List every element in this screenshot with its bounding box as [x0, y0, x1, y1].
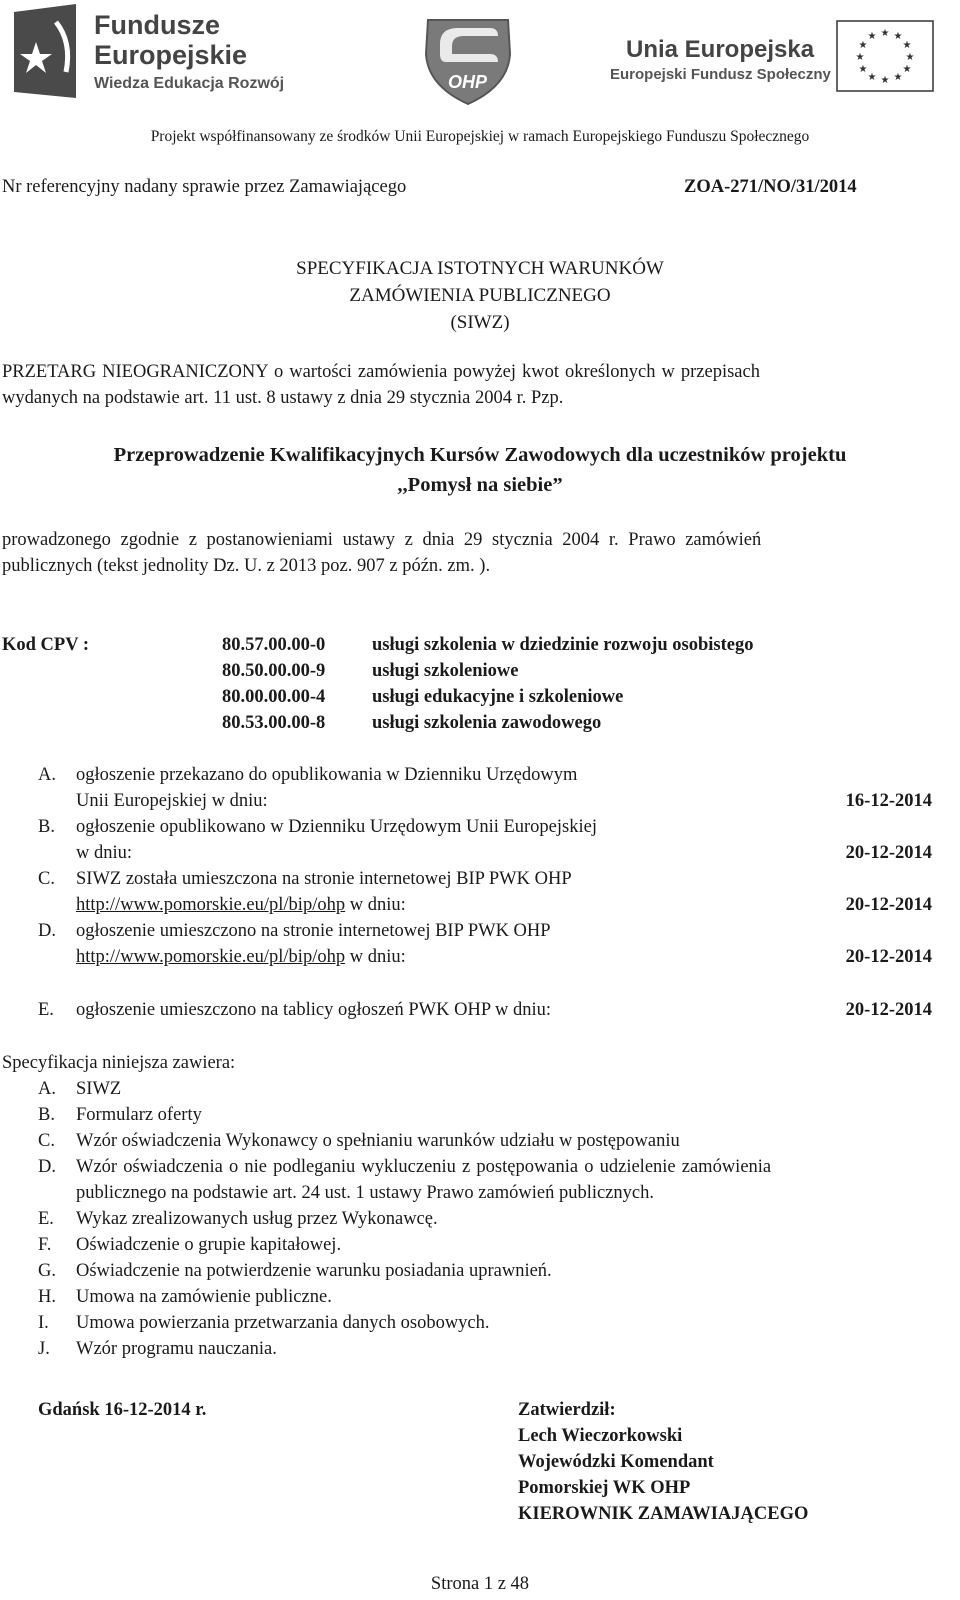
svg-text:★: ★ — [858, 64, 868, 75]
announcement-link-line — [76, 947, 406, 968]
page-number: Strona 1 z 48 — [430, 1574, 530, 1594]
svg-text:★: ★ — [902, 40, 912, 51]
contents-item: Wykaz zrealizowanych usług przez Wykonawcę. — [76, 1209, 438, 1229]
signatory-name: Lech Wieczorkowski — [518, 1426, 683, 1446]
legal-line2: publicznych (tekst jednolity Dz. U. z 2013 poz. 907 z późn. zm. ). — [2, 556, 491, 576]
announcement-text: ogłoszenie opublikowano w Dzienniku Urzędowym Unii Europejskiej — [76, 817, 597, 837]
contents-letter: B. — [38, 1105, 55, 1125]
announcement-link-line — [76, 895, 406, 916]
cofinancing-note: Projekt współfinansowany ze środków Unii Europejskiej w ramach Europejskiego Funduszu Społecznego — [150, 128, 810, 145]
title-line2: ZAMÓWIENIA PUBLICZNEGO — [349, 285, 611, 306]
announcement-text: w dniu: — [345, 947, 406, 967]
bip-ohp-link[interactable]: http://www.pomorskie.eu/pl/bip/ohp — [76, 895, 346, 915]
announcement-text: SIWZ została umieszczona na stronie internetowej BIP PWK OHP — [76, 869, 572, 889]
bip-ohp-link[interactable]: http://www.pomorskie.eu/pl/bip/ohp — [76, 947, 346, 967]
cpv-description: usługi szkolenia w dziedzinie rozwoju osobistego — [372, 635, 754, 655]
cpv-description: usługi szkoleniowe — [372, 661, 519, 681]
announcement-text: Unii Europejskiej w dniu: — [76, 791, 268, 811]
announcement-date: 16-12-2014 — [845, 791, 932, 811]
announcement-text: w dniu: — [76, 843, 133, 863]
announcement-text: ogłoszenie umieszczono na stronie internetowej BIP PWK OHP — [76, 921, 551, 941]
svg-text:★: ★ — [867, 31, 877, 42]
title-line1: SPECYFIKACJA ISTOTNYCH WARUNKÓW — [296, 258, 664, 279]
cpv-label: Kod CPV : — [2, 635, 90, 655]
announcement-letter: A. — [38, 765, 56, 785]
announcement-text: w dniu: — [345, 895, 406, 915]
contents-letter: A. — [38, 1079, 56, 1099]
announcement-letter: B. — [38, 817, 55, 837]
announcement-date: 20-12-2014 — [845, 843, 932, 863]
signatory-title: Wojewódzki Komendant — [518, 1452, 714, 1472]
fundusze-europejskie-emblem-icon — [6, 2, 96, 102]
contents-item: Umowa powierzania przetwarzania danych osobowych. — [76, 1313, 490, 1333]
cpv-code: 80.50.00.00-9 — [222, 661, 326, 681]
contents-heading: Specyfikacja niniejsza zawiera: — [2, 1053, 236, 1073]
ue-logo-line1: Unia Europejska — [626, 36, 815, 63]
signatory-title: Pomorskiej WK OHP — [518, 1478, 691, 1498]
cpv-code: 80.53.00.00-8 — [222, 713, 326, 733]
reference-number: ZOA-271/NO/31/2014 — [684, 177, 857, 197]
announcement-letter: C. — [38, 869, 55, 889]
contents-letter: J. — [38, 1339, 50, 1359]
title-line3: (SIWZ) — [450, 312, 510, 333]
ohp-logo — [418, 14, 518, 106]
announcement-letter: E. — [38, 1000, 54, 1020]
cpv-description: usługi edukacyjne i szkoleniowe — [372, 687, 624, 707]
contents-item: Oświadczenie na potwierdzenie warunku posiadania uprawnień. — [76, 1261, 552, 1281]
eu-flag-icon — [836, 20, 934, 92]
place-date: Gdańsk 16-12-2014 r. — [38, 1400, 207, 1420]
contents-item: Wzór oświadczenia Wykonawcy o spełnianiu warunków udziału w postępowaniu — [76, 1131, 680, 1151]
svg-text:★: ★ — [893, 31, 903, 42]
fe-logo-line2: Europejskie — [94, 40, 248, 70]
announcement-date: 20-12-2014 — [845, 947, 932, 967]
reference-label: Nr referencyjny nadany sprawie przez Zamawiającego — [2, 177, 407, 197]
contents-letter: I. — [38, 1313, 49, 1333]
fe-logo-line3: Wiedza Edukacja Rozwój — [94, 75, 285, 92]
svg-text:★: ★ — [855, 52, 865, 63]
svg-text:★: ★ — [902, 64, 912, 75]
contents-item: Umowa na zamówienie publiczne. — [76, 1287, 332, 1307]
signatory-title: KIEROWNIK ZAMAWIAJĄCEGO — [518, 1504, 809, 1524]
contents-letter: E. — [38, 1209, 54, 1229]
legal-line1: prowadzonego zgodnie z postanowieniami ustawy z dnia 29 stycznia 2004 r. Prawo zamówień — [2, 530, 762, 550]
cpv-code: 80.57.00.00-0 — [222, 635, 326, 655]
announcement-date: 20-12-2014 — [845, 1000, 932, 1020]
contents-letter: F. — [38, 1235, 52, 1255]
contents-item: Wzór oświadczenia o nie podleganiu wykluczeniu z postępowania o udzielenie zamówienia — [76, 1157, 772, 1177]
announcement-text: ogłoszenie umieszczono na tablicy ogłoszeń PWK OHP w dniu: — [76, 1000, 552, 1020]
approved-label: Zatwierdził: — [518, 1400, 616, 1420]
contents-item: Oświadczenie o grupie kapitałowej. — [76, 1235, 342, 1255]
announcement-text: ogłoszenie przekazano do opublikowania w Dzienniku Urzędowym — [76, 765, 578, 785]
cpv-code: 80.00.00.00-4 — [222, 687, 326, 707]
announcement-date: 20-12-2014 — [845, 895, 932, 915]
cpv-description: usługi szkolenia zawodowego — [372, 713, 602, 733]
svg-text:★: ★ — [867, 72, 877, 83]
svg-text:★: ★ — [905, 52, 915, 63]
contents-item: Wzór programu nauczania. — [76, 1339, 277, 1359]
contents-item: Formularz oferty — [76, 1105, 202, 1125]
unia-europejska-logo — [600, 20, 960, 100]
fundusze-europejskie-logo — [0, 0, 300, 110]
subject-line1: Przeprowadzenie Kwalifikacyjnych Kursów Zawodowych dla uczestników projektu — [113, 444, 847, 466]
contents-item: publicznego na podstawie art. 24 ust. 1 ustawy Prawo zamówień publicznych. — [76, 1183, 654, 1203]
svg-text:★: ★ — [880, 75, 890, 86]
subject-line2: ,,Pomysł na siebie” — [397, 474, 563, 496]
contents-item: SIWZ — [76, 1079, 122, 1099]
svg-text:★: ★ — [858, 40, 868, 51]
svg-text:★: ★ — [880, 28, 890, 39]
ohp-logo-text: OHP — [448, 72, 488, 92]
fe-logo-line1: Fundusze — [94, 10, 220, 40]
ue-logo-line2: Europejski Fundusz Społeczny — [610, 66, 831, 83]
contents-letter: D. — [38, 1157, 56, 1177]
svg-text:★: ★ — [893, 72, 903, 83]
contents-letter: C. — [38, 1131, 55, 1151]
tender-line2: wydanych na podstawie art. 11 ust. 8 ustawy z dnia 29 stycznia 2004 r. Pzp. — [2, 388, 564, 408]
announcement-letter: D. — [38, 921, 56, 941]
tender-line1: PRZETARG NIEOGRANICZONY o wartości zamówienia powyżej kwot określonych w przepisach — [2, 362, 760, 382]
contents-letter: H. — [38, 1287, 56, 1307]
contents-letter: G. — [38, 1261, 56, 1281]
